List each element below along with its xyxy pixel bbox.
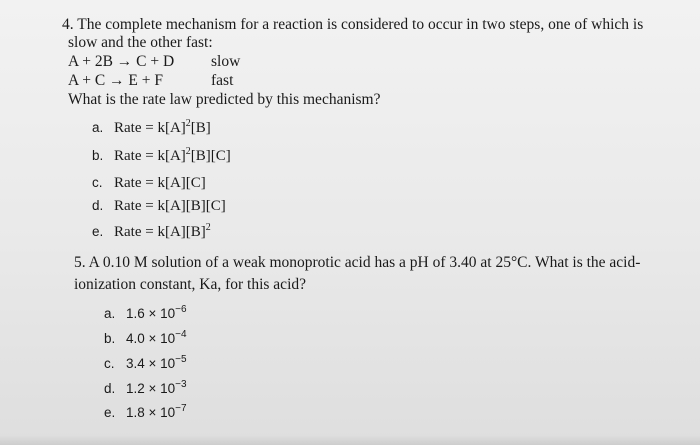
q4-step2-equation: A + C → E + F	[68, 72, 163, 89]
q4-option-a[interactable]: a. Rate = $k[A]^2[B]$	[92, 118, 211, 136]
q4-question: What is the rate law predicted by this mechanism?	[68, 91, 381, 108]
q4-stem-line1: 4. The complete mechanism for a reaction is considered to occur in two steps, one of which is	[62, 16, 644, 33]
q4-stem-line2: slow and the other fast:	[68, 34, 213, 51]
q5-stem-line2: ionization constant, Ka, for this acid?	[74, 276, 307, 293]
q4-option-b[interactable]: b. Rate = $k[A]^2[B][C]$	[92, 146, 231, 164]
q4-option-c[interactable]: c. Rate = k[A][C]	[92, 175, 206, 191]
page-bottom-shadow	[0, 435, 700, 445]
q4-option-d[interactable]: d. Rate = k[A][B][C]	[92, 198, 226, 214]
q4-step2-rate: fast	[211, 72, 234, 89]
q4-step1-equation: A + 2B → C + D	[68, 53, 175, 70]
q5-option-a[interactable]: a. $1.6 \times 10^{-6}$	[104, 304, 187, 321]
q5-option-e[interactable]: e. $1.8 \times 10^{-7}$	[104, 403, 187, 420]
q5-option-b[interactable]: b. $4.0 \times 10^{-4}$	[104, 329, 187, 346]
q4-option-e[interactable]: e. Rate = $k[A][B]^2$	[92, 222, 211, 240]
q5-option-d[interactable]: d. $1.2 \times 10^{-3}$	[104, 379, 187, 396]
q4-step1-rate: slow	[211, 53, 241, 70]
q5-option-c[interactable]: c. $3.4 \times 10^{-5}$	[104, 354, 187, 371]
q5-stem-line1: 5. A 0.10 M solution of a weak monoprotic acid has a pH of 3.40 at 25°C. What is the acid-	[74, 254, 641, 271]
